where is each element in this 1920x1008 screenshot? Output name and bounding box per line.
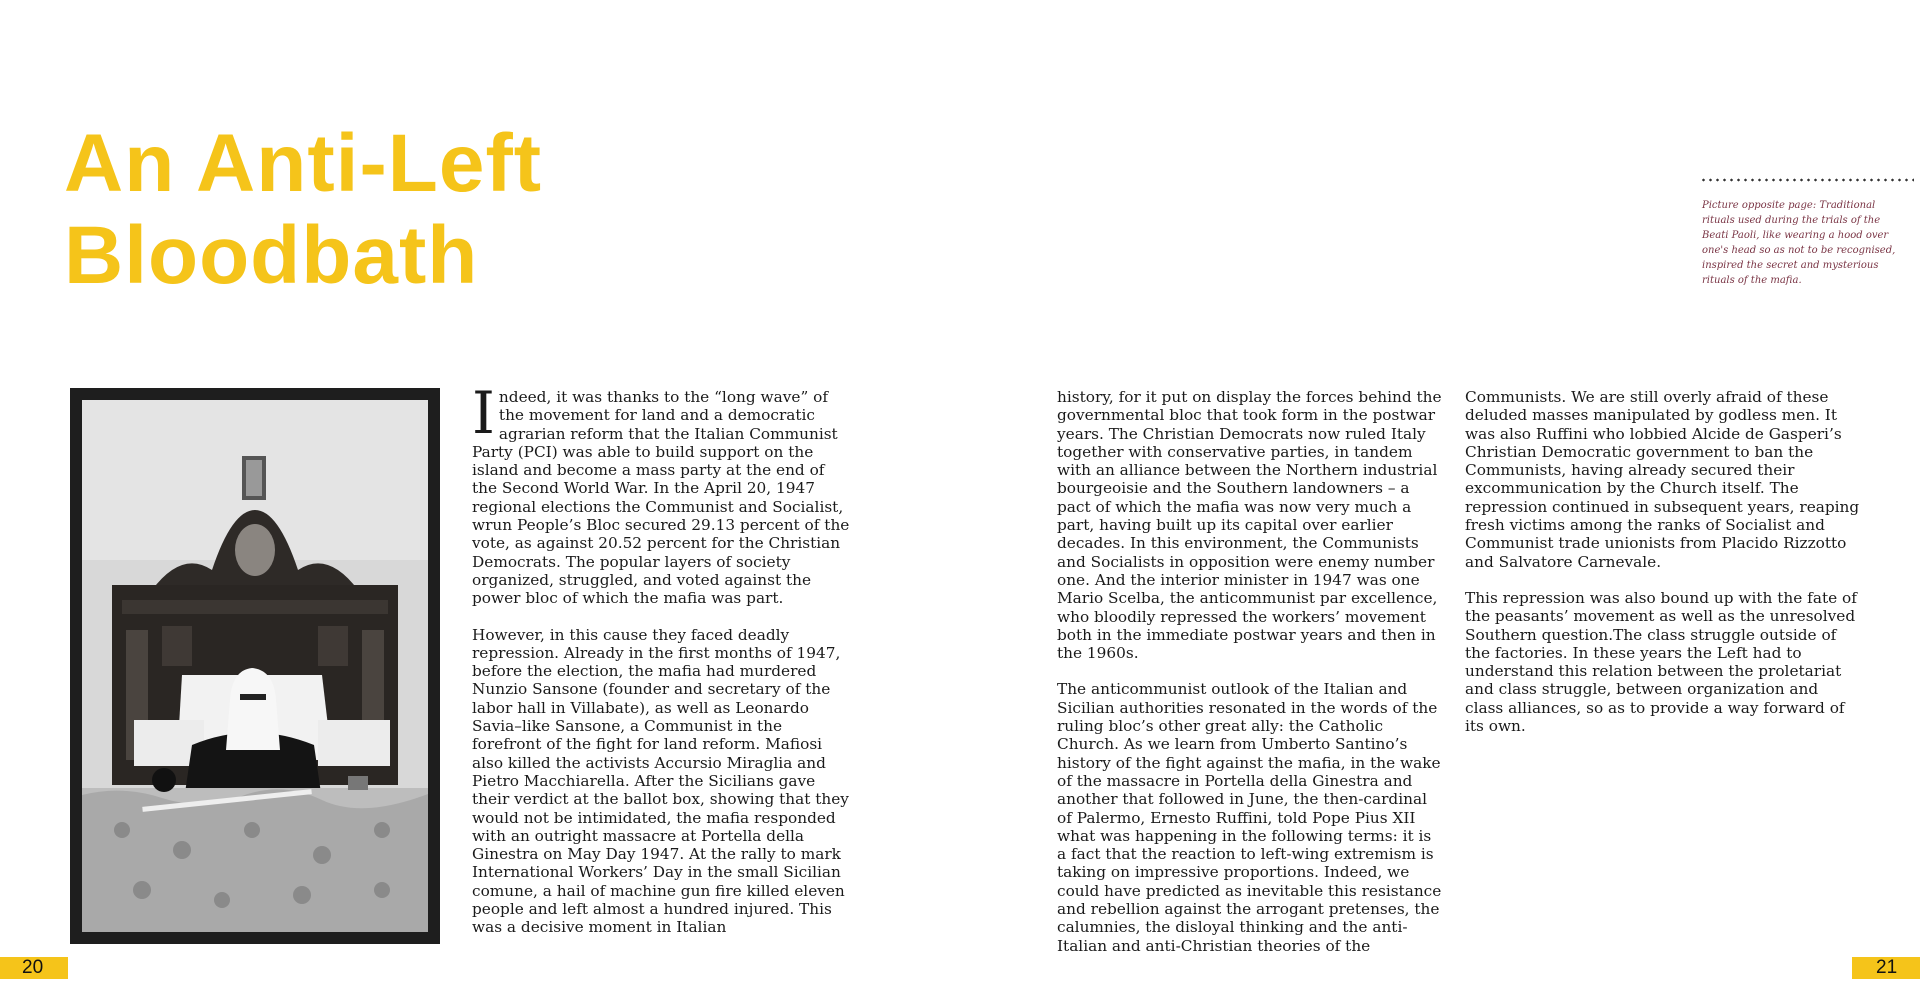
paragraph-1-text: ndeed, it was thanks to the “long wave” of the movement for land and a democratic agrarian reform that the Italian Communist Party (PCI) was able to build support on the island and become a mass party at the end of the Second World War. In the April 20, 1947 regional elections the Communist and Socialist, wrun People’s Bloc secured 29.13 percent of the vote, as against 20.52 percent for the Christian Democrats. The popular layers of society organized, struggled, and voted against the power bloc of which the mafia was part. xyxy=(472,388,850,608)
paragraph-1 xyxy=(472,379,852,608)
photo-caption: Picture opposite page: Traditional rituals used during the trials of the Beati Paoli, like wearing a hood over one's head so as not to be recognised, inspired the secret and mysterious rituals of the mafia. xyxy=(1702,200,1896,286)
text-column-1 xyxy=(472,379,852,955)
paragraph-4: The anticommunist outlook of the Italian and Sicilian authorities resonated in the words of the ruling bloc’s other great ally: the Catholic Church. As we learn from Umberto Santino’s history of the fight against the mafia, in the wake of the massacre in Portella della Ginestra and another that followed in June, the then-cardinal of Palermo, Ernesto Ruffini, told Pope Pius XII what was happening in the following terms: it is a fact that the reaction to left-wing extremism is taking on impressive proportions. Indeed, we could have predicted as inevitable this resistance and rebellion against the arrogant pretenses, the calumnies, the disloyal thinking and the anti-Italian and anti-Christian theories of the xyxy=(1057,680,1442,955)
drop-cap: I xyxy=(472,379,495,447)
dotted-rule xyxy=(1700,178,1914,182)
title-line-2: Bloodbath xyxy=(64,210,479,301)
page-title xyxy=(64,118,542,302)
photo-frame xyxy=(70,388,440,944)
paragraph-5: Communists. We are still overly afraid of these deluded masses manipulated by godless men. It was also Ruffini who lobbied Alcide de Gasperi’s Christian Democratic government to ban the Communists, having already secured their excommunication by the Church itself. The repression continued in subsequent years, reaping fresh victims among the ranks of Socialist and Communist trade unionists from Placido Rizzotto and Salvatore Carnevale. xyxy=(1465,388,1860,571)
paragraph-3: history, for it put on display the forces behind the governmental bloc that took form in the postwar years. The Christian Democrats now ruled Italy together with conservative parties, in tandem with an alliance between the Northern industrial bourgeoisie and the Southern landowners – a pact of which the mafia was now very much a part, having built up its capital over earlier decades. In this environment, the Communists and Socialists in opposition were enemy number one. And the interior minister in 1947 was one Mario Scelba, the anticommunist par excellence, who bloodily repressed the workers’ movement both in the immediate postwar years and then in the 1960s. xyxy=(1057,388,1442,663)
hooded-figure-photo xyxy=(82,400,428,932)
page-number-right: 21 xyxy=(1852,957,1920,979)
photo-illustration xyxy=(82,400,428,932)
text-column-2 xyxy=(1057,388,1445,973)
title-line-1: An Anti-Left xyxy=(64,118,543,209)
text-column-3 xyxy=(1465,388,1860,753)
paragraph-6: This repression was also bound up with the fate of the peasants’ movement as well as the unresolved Southern question.The class struggle outside of the factories. In these years the Left had to understand this relation between the proletariat and class struggle, between organization and class alliances, so as to provide a way forward of its own. xyxy=(1465,588,1857,736)
paragraph-2: However, in this cause they faced deadly repression. Already in the first months of 1947, before the election, the mafia had murdered Nunzio Sansone (founder and secretary of the labor hall in Villabate), as well as Leonardo Savia–like Sansone, a Communist in the forefront of the fight for land reform. Mafiosi also killed the activists Accursio Miraglia and Pietro Macchiarella. After the Sicilians gave their verdict at the ballot box, showing that they would not be intimidated, the mafia responded with an outright massacre at Portella della Ginestra on May Day 1947. At the rally to mark International Workers’ Day in the small Sicilian comune, a hail of machine gun fire killed eleven people and left almost a hundred injured. This was a decisive moment in Italian xyxy=(472,625,849,937)
page-number-left: 20 xyxy=(0,957,68,979)
